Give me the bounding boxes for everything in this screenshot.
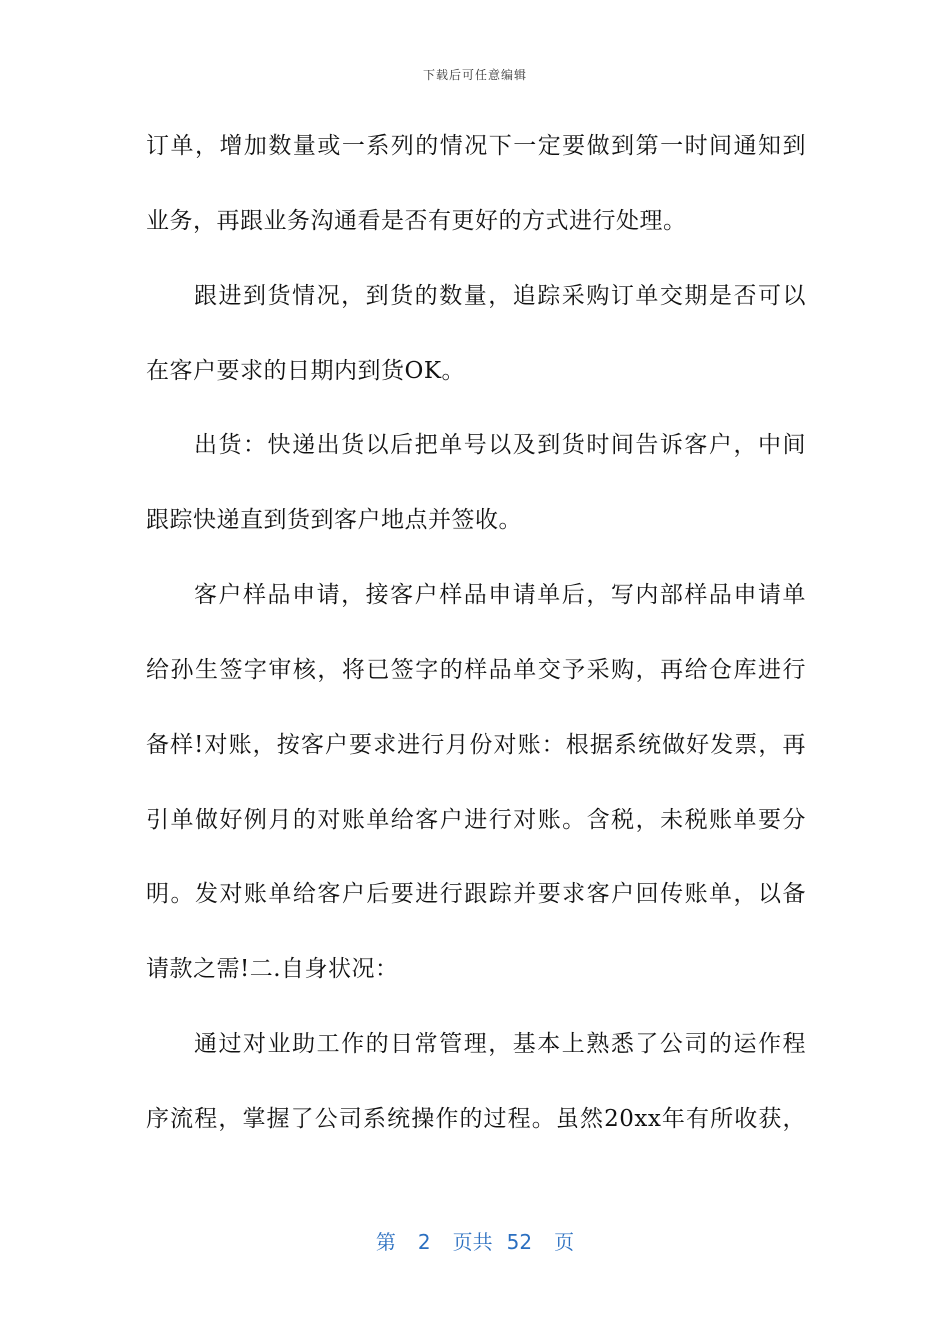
body-line-12: 请款之需!二.自身状况： <box>146 956 399 982</box>
page-footer <box>0 1226 950 1255</box>
footer-suffix: 页 <box>554 1230 575 1254</box>
page-header-note: 下载后可任意编辑 <box>422 68 527 82</box>
body-line-5: 出货：快递出货以后把单号以及到货时间告诉客户，中间 <box>194 432 806 458</box>
body-line-8: 给孙生签字审核，将已签字的样品单交予采购，再给仓库进行 <box>146 657 806 683</box>
footer-page-number: 2 <box>417 1230 431 1254</box>
body-line-6: 跟踪快递直到货到客户地点并签收。 <box>146 507 522 533</box>
footer-middle: 页共 <box>452 1230 493 1254</box>
body-line-13: 通过对业助工作的日常管理，基本上熟悉了公司的运作程 <box>194 1031 806 1057</box>
body-line-9: 备样!对账，按客户要求进行月份对账：根据系统做好发票，再 <box>146 732 806 758</box>
body-line-10: 引单做好例月的对账单给客户进行对账。含税，未税账单要分 <box>146 807 806 833</box>
body-line-3: 跟进到货情况，到货的数量，追踪采购订单交期是否可以 <box>194 283 806 309</box>
footer-prefix: 第 <box>375 1230 396 1254</box>
body-line-1: 订单，增加数量或一系列的情况下一定要做到第一时间通知到 <box>146 133 806 159</box>
body-line-14: 序流程，掌握了公司系统操作的过程。虽然20xx年有所收获， <box>146 1106 806 1132</box>
footer-total-pages: 52 <box>506 1230 533 1254</box>
body-line-7: 客户样品申请，接客户样品申请单后，写内部样品申请单 <box>194 582 806 608</box>
body-line-4: 在客户要求的日期内到货OK。 <box>146 358 466 384</box>
body-line-11: 明。发对账单给客户后要进行跟踪并要求客户回传账单，以备 <box>146 881 806 907</box>
body-line-2: 业务，再跟业务沟通看是否有更好的方式进行处理。 <box>146 208 687 234</box>
